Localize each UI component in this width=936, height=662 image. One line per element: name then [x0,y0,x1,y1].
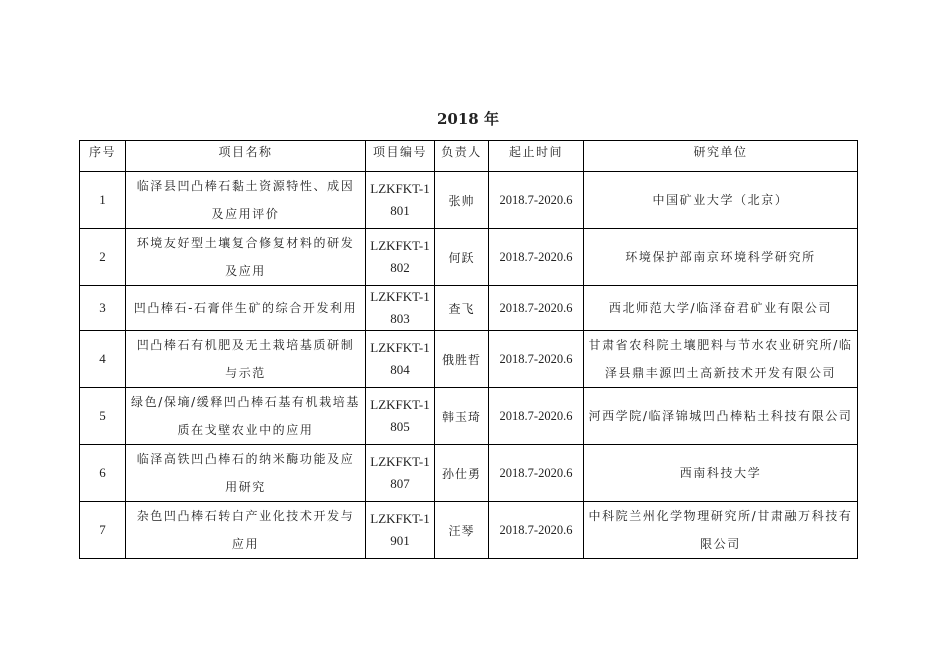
row-project-name: 杂色凹凸棒石转白产业化技术开发与应用 [126,502,366,559]
row-leader: 汪琴 [435,502,489,559]
row-no: 7 [80,502,126,559]
header-leader: 负责人 [435,141,489,172]
projects-table [79,140,858,559]
table-row [80,229,858,286]
row-research-unit: 甘肃省农科院土壤肥料与节水农业研究所/临泽县鼎丰源凹土高新技术开发有限公司 [584,331,858,388]
row-no: 4 [80,331,126,388]
table-row [80,286,858,331]
row-project-name: 绿色/保墒/缓释凹凸棒石基有机栽培基质在戈壁农业中的应用 [126,388,366,445]
header-project-code: 项目编号 [366,141,435,172]
row-no: 6 [80,445,126,502]
table-row [80,172,858,229]
row-research-unit: 环境保护部南京环境科学研究所 [584,229,858,286]
row-period: 2018.7-2020.6 [489,172,584,229]
row-project-code: LZKFKT-1802 [366,229,435,286]
row-research-unit: 西南科技大学 [584,445,858,502]
row-research-unit: 河西学院/临泽锦城凹凸棒粘土科技有限公司 [584,388,858,445]
row-project-name: 凹凸棒石-石膏伴生矿的综合开发利用 [126,286,366,331]
header-period: 起止时间 [489,141,584,172]
row-no: 3 [80,286,126,331]
row-project-code: LZKFKT-1807 [366,445,435,502]
row-project-name: 临泽高铁凹凸棒石的纳米酶功能及应用研究 [126,445,366,502]
row-period: 2018.7-2020.6 [489,502,584,559]
row-no: 5 [80,388,126,445]
table-row [80,502,858,559]
row-period: 2018.7-2020.6 [489,229,584,286]
row-project-code: LZKFKT-1801 [366,172,435,229]
row-research-unit: 西北师范大学/临泽奋君矿业有限公司 [584,286,858,331]
table-row [80,445,858,502]
table-row [80,331,858,388]
row-period: 2018.7-2020.6 [489,286,584,331]
row-leader: 查飞 [435,286,489,331]
row-project-code: LZKFKT-1805 [366,388,435,445]
row-period: 2018.7-2020.6 [489,331,584,388]
header-research-unit: 研究单位 [584,141,858,172]
row-project-code: LZKFKT-1803 [366,286,435,331]
row-leader: 韩玉琦 [435,388,489,445]
header-project-name: 项目名称 [126,141,366,172]
row-no: 1 [80,172,126,229]
row-project-name: 临泽县凹凸棒石黏土资源特性、成因及应用评价 [126,172,366,229]
row-research-unit: 中国矿业大学（北京） [584,172,858,229]
row-no: 2 [80,229,126,286]
row-project-name: 凹凸棒石有机肥及无土栽培基质研制与示范 [126,331,366,388]
row-period: 2018.7-2020.6 [489,388,584,445]
row-period: 2018.7-2020.6 [489,445,584,502]
document-title: 2018 年 [437,110,499,128]
row-project-code: LZKFKT-1804 [366,331,435,388]
row-leader: 何跃 [435,229,489,286]
table-row [80,388,858,445]
table-header-row [80,141,858,172]
row-project-name: 环境友好型土壤复合修复材料的研发及应用 [126,229,366,286]
row-project-code: LZKFKT-1901 [366,502,435,559]
header-no: 序号 [80,141,126,172]
row-leader: 俄胜哲 [435,331,489,388]
row-leader: 张帅 [435,172,489,229]
row-research-unit: 中科院兰州化学物理研究所/甘肃融万科技有限公司 [584,502,858,559]
row-leader: 孙仕勇 [435,445,489,502]
